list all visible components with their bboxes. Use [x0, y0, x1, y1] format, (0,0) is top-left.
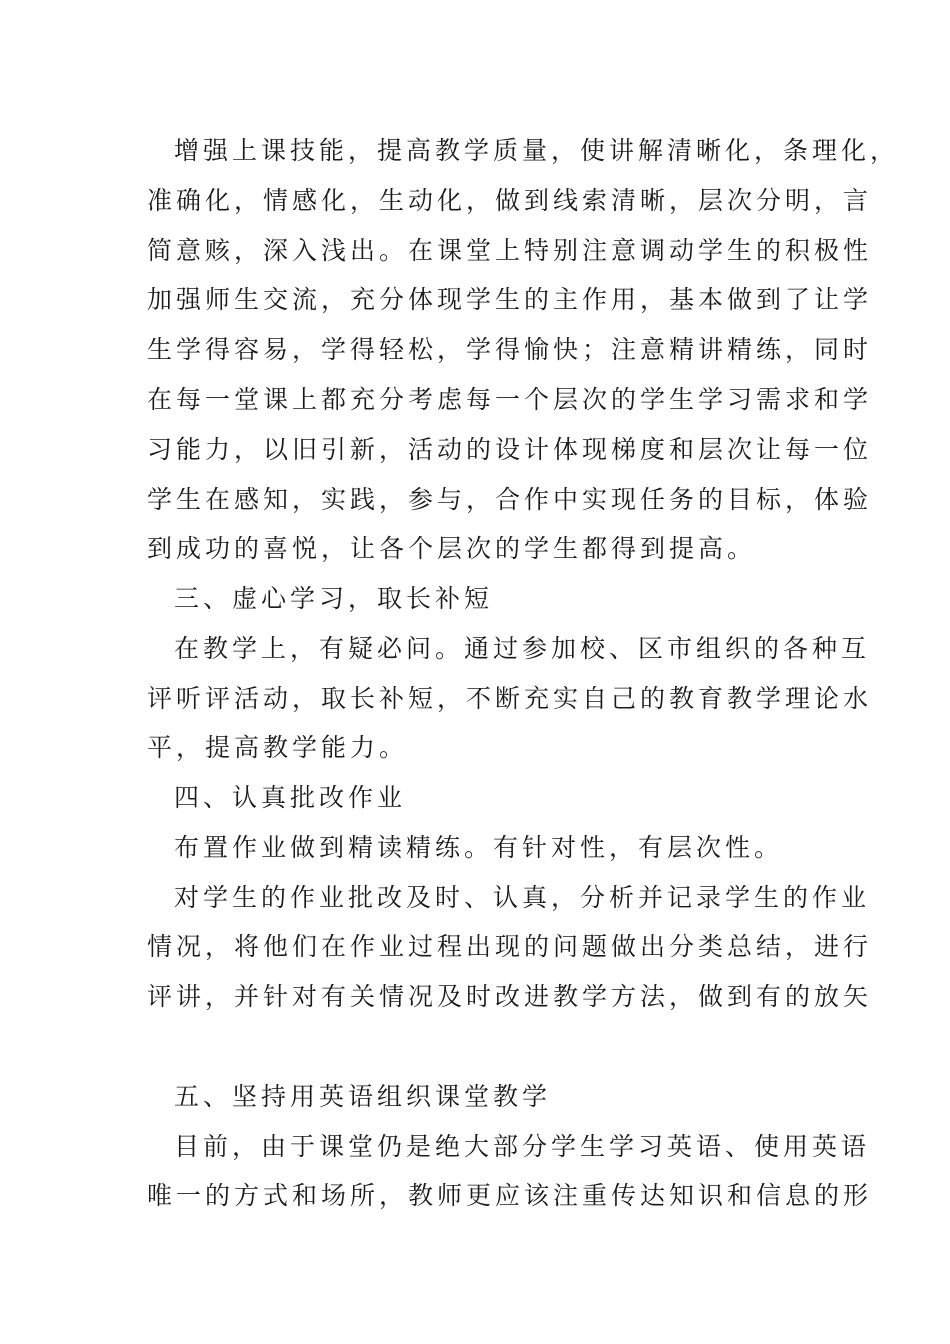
- paragraph-line: 在每一堂课上都充分考虑每一个层次的学生学习需求和学: [147, 385, 873, 414]
- paragraph-line: 简意赅，深入浅出。在课堂上特别注意调动学生的积极性: [147, 236, 873, 265]
- paragraph-line: 目前，由于课堂仍是绝大部分学生学习英语、使用英语: [174, 1132, 871, 1161]
- paragraph-line: 在教学上，有疑必问。通过参加校、区市组织的各种互: [174, 634, 871, 663]
- section-heading: 五、坚持用英语组织课堂教学: [174, 1082, 552, 1111]
- paragraph-line: 生学得容易，学得轻松，学得愉快；注意精讲精练，同时: [147, 335, 873, 364]
- paragraph-line: 增强上课技能，提高教学质量，使讲解清晰化，条理化，: [174, 136, 900, 165]
- paragraph-line: 唯一的方式和场所，教师更应该注重传达知识和信息的形: [147, 1181, 873, 1210]
- section-heading: 四、认真批改作业: [174, 783, 407, 812]
- paragraph-line: 评讲，并针对有关情况及时改进教学方法，做到有的放矢: [147, 982, 873, 1011]
- paragraph-line: 到成功的喜悦，让各个层次的学生都得到提高。: [147, 534, 757, 563]
- paragraph-line: 布置作业做到精读精练。有针对性，有层次性。: [174, 833, 784, 862]
- paragraph-line: 准确化，情感化，生动化，做到线索清晰，层次分明，言: [147, 186, 873, 215]
- paragraph-line: 情况，将他们在作业过程出现的问题做出分类总结，进行: [147, 932, 873, 961]
- paragraph-line: 平，提高教学能力。: [147, 733, 409, 762]
- section-heading: 三、虚心学习，取长补短: [174, 584, 494, 613]
- paragraph-line: 习能力，以旧引新，活动的设计体现梯度和层次让每一位: [147, 435, 873, 464]
- paragraph-line: 加强师生交流，充分体现学生的主作用，基本做到了让学: [147, 285, 873, 314]
- paragraph-line: 对学生的作业批改及时、认真，分析并记录学生的作业: [174, 883, 871, 912]
- paragraph-line: 学生在感知，实践，参与，合作中实现任务的目标，体验: [147, 485, 873, 514]
- paragraph-line: 评听评活动，取长补短，不断充实自己的教育教学理论水: [147, 684, 873, 713]
